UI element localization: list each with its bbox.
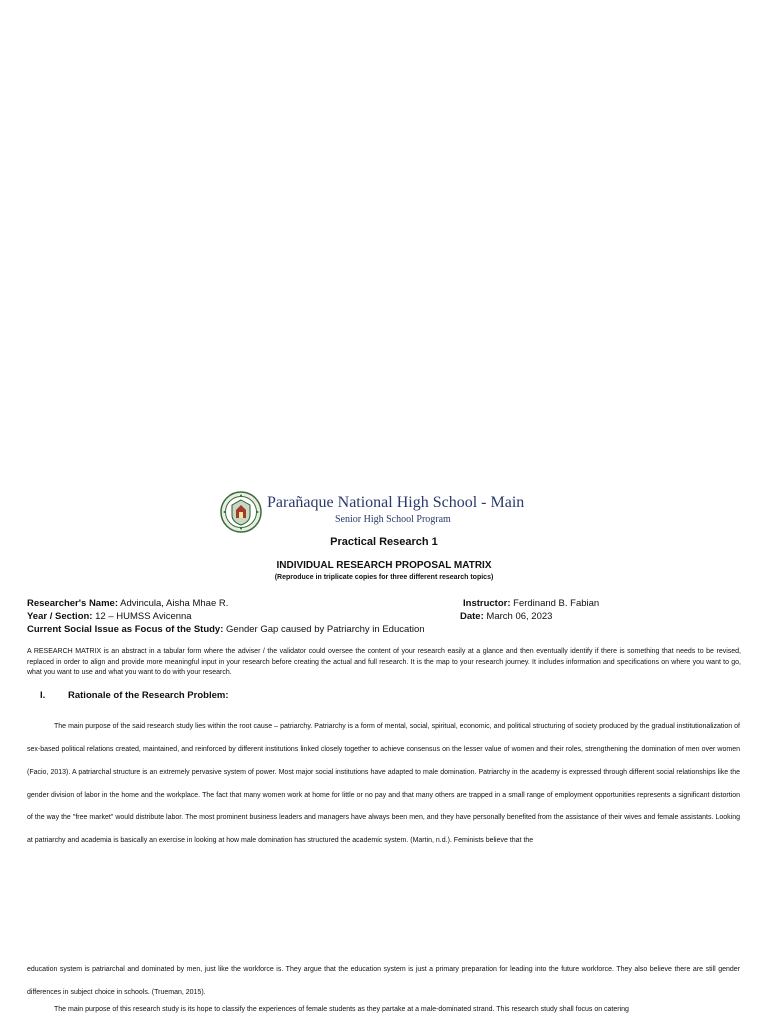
- instructor-field: [463, 598, 599, 609]
- researcher-label: Researcher's Name:: [27, 598, 118, 609]
- researcher-field: [27, 598, 228, 609]
- school-program: Senior High School Program: [335, 514, 451, 525]
- section-heading: [40, 690, 228, 701]
- section-title: Rationale of the Research Problem:: [68, 690, 229, 701]
- social-issue-field: [27, 624, 425, 635]
- school-seal-icon: [220, 491, 262, 533]
- year-section-label: Year / Section:: [27, 611, 93, 622]
- social-issue-label: Current Social Issue as Focus of the Study:: [27, 624, 224, 635]
- social-issue-value: Gender Gap caused by Patriarchy in Education: [226, 624, 425, 635]
- year-section-field: [27, 611, 192, 622]
- rationale-paragraph-1: The main purpose of the said research study lies within the root cause – patriarchy. Patriarchy is a form of mental, social, spiritual, economic, and political structuring of society produced by the gradual institutionalization of sex-based political relations created, maintained, and reinforced by different institutions linked closely together to achieve consensus on the lesser value of women and their roles, strengthening the domination of men over women (Facio, 2013). A patriarchal structure is an extremely pervasive system of power. Most major social institutions have adapted to male domination. Patriarchy in the academy is expressed through different social relationships like the gender division of labor in the home and the workplace. The fact that many women work at home for little or no pay and that many others are trapped in a small range of employment opportunities represents a significant distortion of the way the "free market" would distribute labor. The most prominent business leaders and managers have always been men, and they have personally benefited from the assistance of their wives and female assistants. Looking at patriarchy and academia is basically an exercise in looking at how male domination has structured the academic system. (Martin, n.d.). Feminists believe that the: [27, 723, 740, 845]
- school-header: [220, 491, 525, 535]
- school-name: Parañaque National High School - Main: [267, 494, 525, 511]
- document-note: (Reproduce in triplicate copies for three different research topics): [274, 574, 494, 581]
- date-field: [460, 611, 552, 622]
- section-number: I.: [40, 690, 46, 701]
- year-section-value: 12 – HUMSS Avicenna: [95, 611, 192, 622]
- researcher-value: Advincula, Aisha Mhae R.: [120, 598, 229, 609]
- date-label: Date:: [460, 611, 484, 622]
- rationale-paragraph-1-continued: education system is patriarchal and dominated by men, just like the workforce is. They argue that the education system is just a primary preparation for leading into the future workforce. They also believe there are still gender differences in subject choice in schools. (Trueman, 2015).: [27, 966, 740, 996]
- document-title: INDIVIDUAL RESEARCH PROPOSAL MATRIX: [276, 560, 492, 571]
- instructor-label: Instructor:: [463, 598, 511, 609]
- subject-title: Practical Research 1: [330, 536, 438, 548]
- date-value: March 06, 2023: [486, 611, 553, 622]
- instructor-value: Ferdinand B. Fabian: [513, 598, 600, 609]
- rationale-paragraph-2: The main purpose of this research study is its hope to classify the experiences of female students as they partake at a male-dominated strand. This research study shall focus on catering: [54, 1006, 629, 1013]
- research-matrix-description: A RESEARCH MATRIX is an abstract in a tabular form where the adviser / the validator could oversee the content of your research easily at a glance and then eventually identify if there is something that needs to be revised, replaced in order to align and provide more meaningful input in your research before creating the actual and full research. It is the map to your research journey. It includes information and specifications on where you want to go, what you want to use and what you want to do with your research.: [27, 648, 741, 676]
